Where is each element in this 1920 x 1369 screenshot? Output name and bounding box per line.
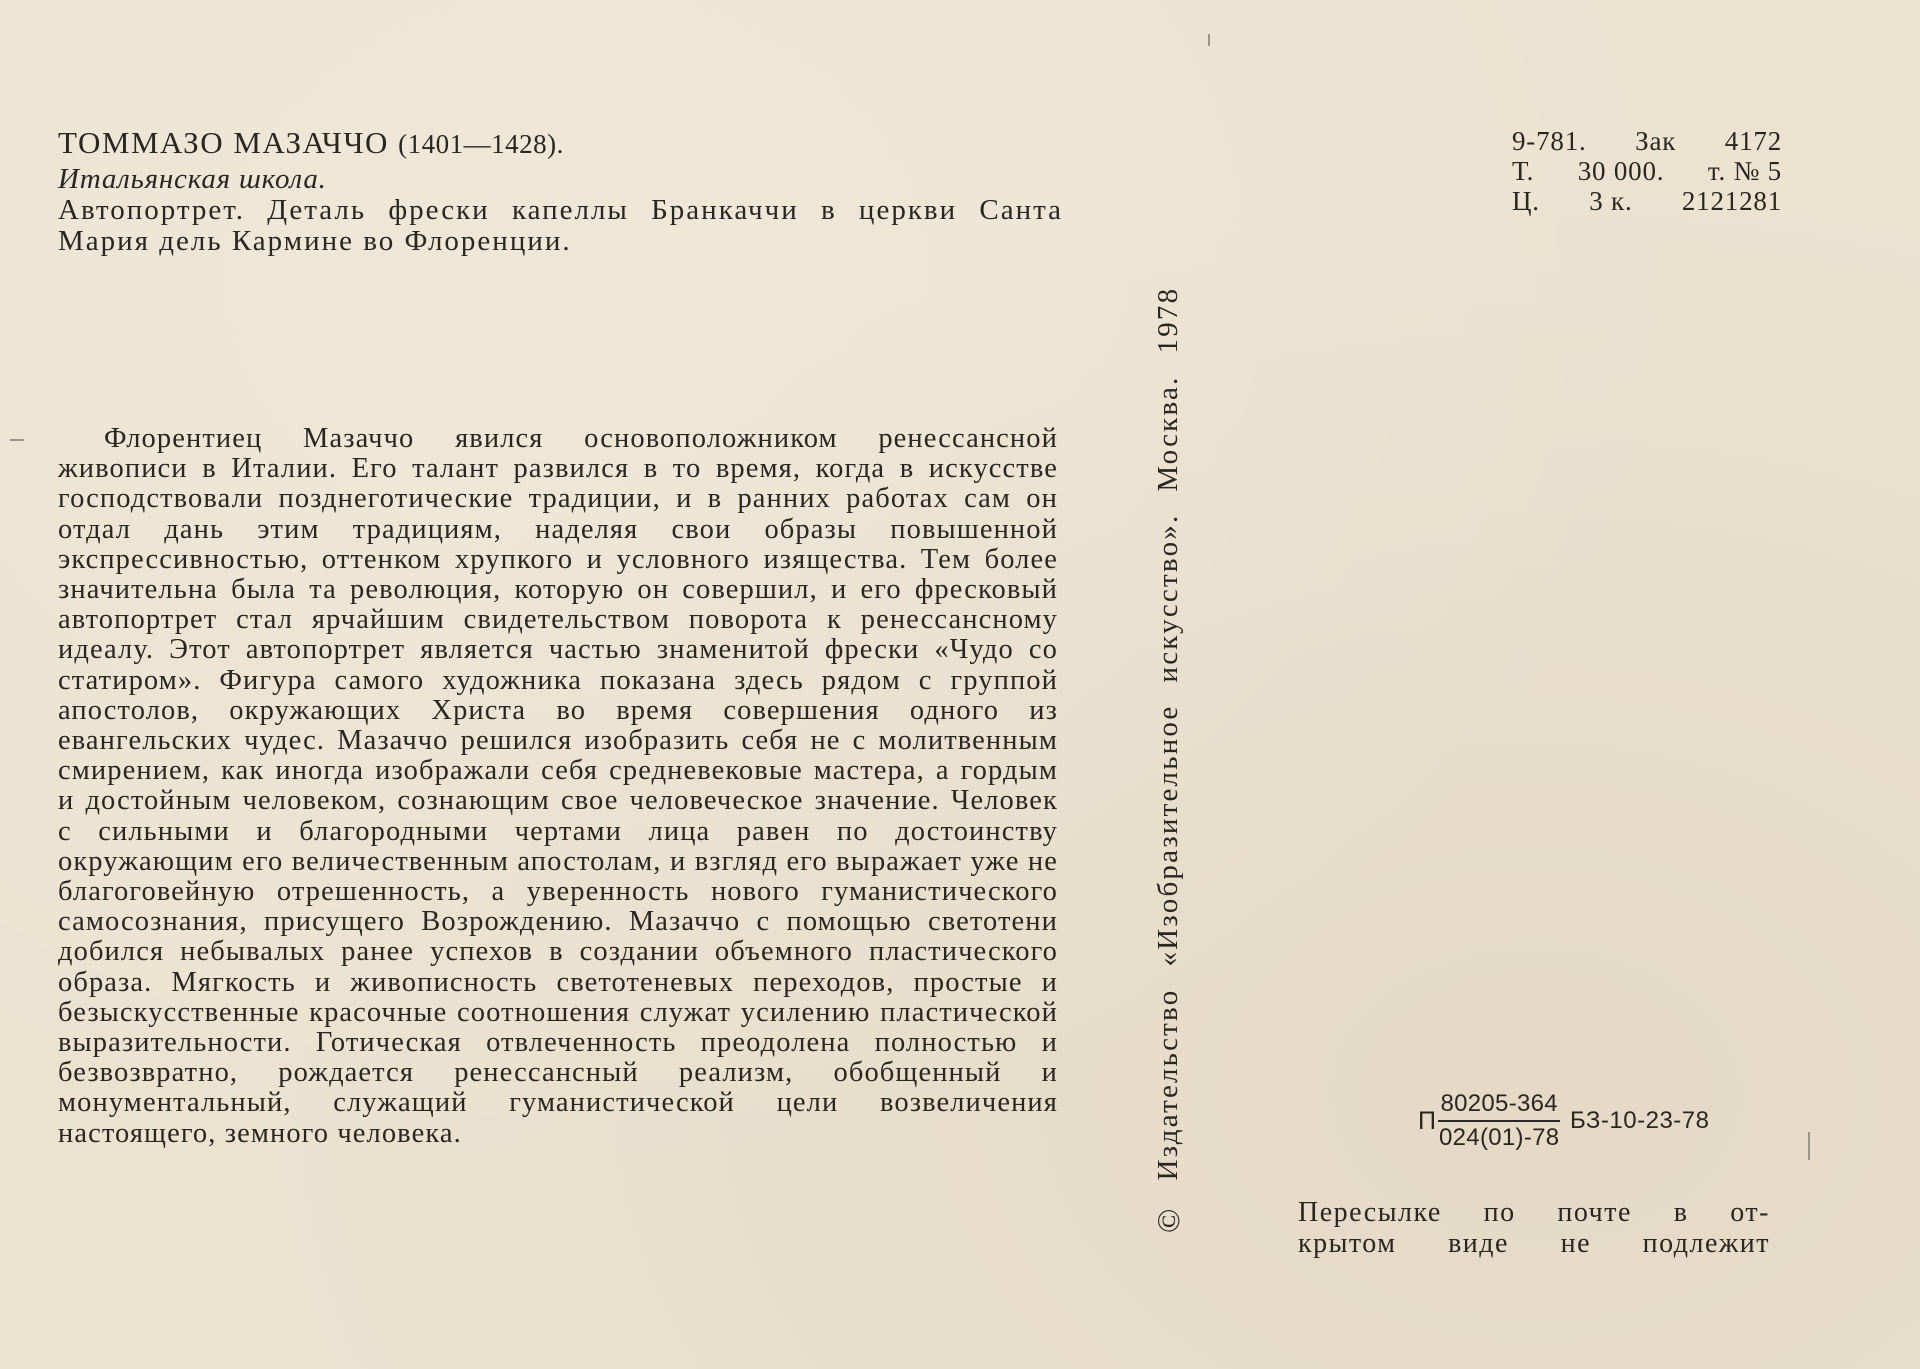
- postal-word: от-: [1730, 1197, 1770, 1228]
- print-info-row: [1512, 156, 1782, 186]
- index-suffix: БЗ-10-23-78: [1569, 1107, 1710, 1134]
- postal-word: подлежит: [1642, 1228, 1770, 1259]
- publisher-name-part-2: искусство».: [1151, 513, 1184, 683]
- postal-word: почте: [1557, 1197, 1632, 1228]
- print-info-cell: 4172: [1724, 126, 1782, 156]
- postal-word: в: [1673, 1197, 1689, 1228]
- publication-index: [1418, 1086, 1710, 1156]
- publication-year: 1978: [1151, 286, 1184, 354]
- publisher-city: Москва.: [1151, 375, 1184, 492]
- postal-word: крытом: [1298, 1228, 1397, 1259]
- print-info-cell: 2121281: [1681, 186, 1782, 216]
- postal-note: [1298, 1197, 1770, 1259]
- print-info-row: [1512, 126, 1782, 156]
- postal-note-line-2: [1298, 1228, 1770, 1259]
- print-info-cell: 3 к.: [1589, 186, 1633, 216]
- description-text: Флорентиец Мазаччо явился основоположником ренессансной живописи в Италии. Его талант развился в то время, когда в искусстве господствовали позднеготические традиции, и в ранних работах сам он отдал дань этим традициям, наделяя свои образы повышенной экспрессивностью, оттенком хрупкого и условного изящества. Тем более значительна была та революция, которую он совершил, и его фресковый автопортрет стал ярчайшим свидетельством поворота к ренессансному идеалу. Этот автопортрет является частью знаменитой фрески «Чудо со статиром». Фигура самого художника показана здесь рядом с группой апостолов, окружающих Христа во время совершения одного из евангельских чудес. Мазаччо решился изобразить себя не с молитвенным смирением, как иногда изображали себя средневековые мастера, а гордым и достойным человеком, сознающим свое человеческое значение. Человек с сильными и благородными чертами лица равен по достоинству окружающим его величественным апостолам, и взгляд его выражает уже не благоговейную отрешенность, а уверенность нового гуманистического самосознания, присущего Возрождению. Мазаччо с помощью светотени добился небывалых ранее успехов в создании объемного пластического образа. Мягкость и живописность светотеневых переходов, простые и безыскусственные красочные соотношения служат усилению пластической выразительности. Готическая отвлеченность преодолена полностью и безвозвратно, рождается ренессансный реализм, обобщенный и монументальный, служащий гуманистической цели возвеличения настоящего, земного человека.: [58, 423, 1058, 1149]
- print-info-cell: 30 000.: [1577, 156, 1665, 186]
- school-name: Итальянская школа.: [58, 163, 327, 195]
- print-info-cell: Ц.: [1512, 186, 1540, 216]
- publisher-imprint: [1148, 153, 1188, 1233]
- index-fraction: [1438, 1090, 1559, 1152]
- print-info-cell: т. № 5: [1707, 156, 1782, 186]
- artwork-title: Автопортрет. Деталь фрески капеллы Бранкаччи в церкви Санта Мария дель Кармине во Флоренции.: [58, 194, 1063, 257]
- edge-mark-top: [1208, 34, 1210, 46]
- author-line: [58, 124, 1068, 163]
- publisher-name-part-1: «Изобразительное: [1151, 704, 1184, 967]
- index-numerator: 80205-364: [1438, 1090, 1559, 1122]
- postal-note-line-1: [1298, 1197, 1770, 1228]
- print-info-cell: Т.: [1512, 156, 1535, 186]
- copyright-icon: ©: [1149, 1206, 1186, 1233]
- edge-mark-right: [1808, 1132, 1810, 1160]
- author-name: ТОММАЗО МАЗАЧЧО: [58, 125, 389, 160]
- postal-word: не: [1560, 1228, 1591, 1259]
- print-info-cell: Зак: [1635, 126, 1677, 156]
- print-info-cell: 9-781.: [1512, 126, 1587, 156]
- postal-word: по: [1483, 1197, 1516, 1228]
- postal-word: Пересылке: [1298, 1197, 1442, 1228]
- publisher-word: Издательство: [1151, 988, 1184, 1181]
- caption-header: [58, 124, 1068, 257]
- index-prefix: П: [1418, 1106, 1437, 1135]
- index-denominator: 024(01)-78: [1439, 1124, 1560, 1151]
- print-info: [1512, 126, 1782, 216]
- postal-word: виде: [1448, 1228, 1509, 1259]
- edge-mark-left: [10, 439, 24, 441]
- print-info-row: [1512, 186, 1782, 216]
- author-dates: (1401—1428).: [398, 129, 564, 159]
